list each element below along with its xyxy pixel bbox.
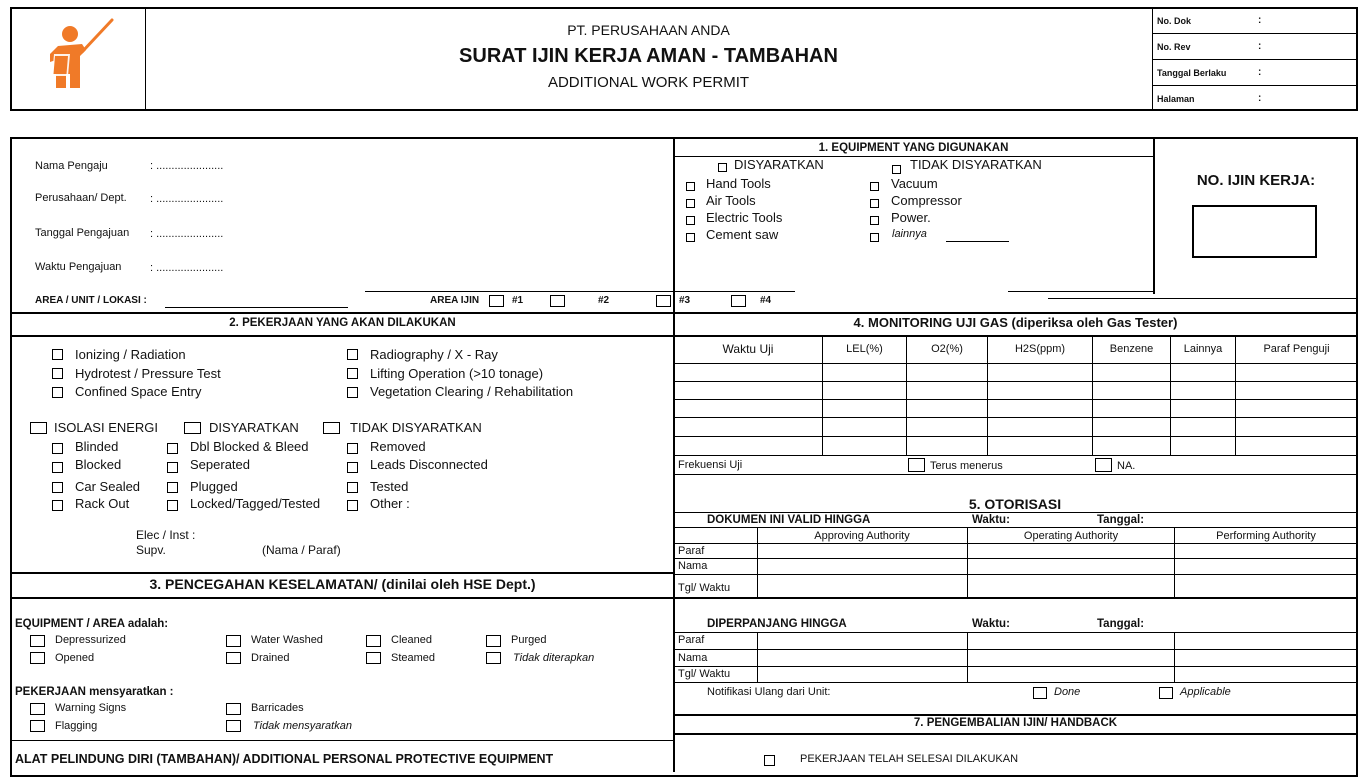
gas-row-rule-5 <box>674 436 1357 437</box>
applicable-checkbox[interactable] <box>1159 687 1173 699</box>
waktu-pengajuan-field[interactable]: : ...................... <box>150 262 224 274</box>
equip-disyaratkan-label: DISYARATKAN <box>734 157 824 172</box>
pekerjaan-selesai-label: PEKERJAAN TELAH SELESAI DILAKUKAN <box>800 753 1019 765</box>
tested-checkbox[interactable] <box>347 482 358 493</box>
form-subtitle: ADDITIONAL WORK PERMIT <box>547 74 750 91</box>
depressurized-checkbox[interactable] <box>30 635 45 647</box>
ppe-top-rule <box>11 740 674 741</box>
opened-checkbox[interactable] <box>30 652 45 664</box>
area-1-label: #1 <box>512 295 524 306</box>
area-right-line <box>1008 291 1153 292</box>
flagging-label: Flagging <box>55 720 98 732</box>
tanggal-pengajuan-label: Tanggal Pengajuan <box>35 227 130 239</box>
rack-out-checkbox[interactable] <box>52 500 63 511</box>
auth-tgl-label: Tgl/ Waktu <box>678 582 731 594</box>
equipment-heading: 1. EQUIPMENT YANG DIGUNAKAN <box>818 142 1009 154</box>
nama-pengaju-label: Nama Pengaju <box>35 160 108 172</box>
auth-header-rule <box>674 527 1357 528</box>
area-4-checkbox[interactable] <box>731 295 746 307</box>
area-2-checkbox[interactable] <box>550 295 565 307</box>
logo <box>40 14 120 94</box>
iso-disyaratkan-checkbox[interactable] <box>184 422 201 434</box>
lifting-label: Lifting Operation (>10 tonage) <box>370 366 544 381</box>
seperated-label: Seperated <box>190 457 250 472</box>
iso-tidak-disyaratkan-checkbox[interactable] <box>323 422 340 434</box>
lainnya-label: lainnya <box>892 228 927 240</box>
isolasi-energi-checkbox[interactable] <box>30 422 47 434</box>
gas-col-h2s: H2S(ppm) <box>1014 343 1066 355</box>
work-heading: 2. PEKERJAAN YANG AKAN DILAKUKAN <box>229 317 456 329</box>
compressor-checkbox[interactable] <box>870 199 879 208</box>
plugged-label: Plugged <box>190 479 238 494</box>
barricades-checkbox[interactable] <box>226 703 241 715</box>
cleaned-checkbox[interactable] <box>366 635 381 647</box>
gas-heading: 4. MONITORING UJI GAS (diperiksa oleh Gas Tester) <box>853 315 1178 330</box>
handback-heading: 7. PENGEMBALIAN IJIN/ HANDBACK <box>913 717 1118 729</box>
gas-col-lainnya: Lainnya <box>1183 343 1223 355</box>
isolasi-energi-label: ISOLASI ENERGI <box>54 420 159 435</box>
lifting-checkbox[interactable] <box>347 368 358 379</box>
gas-col-benzene: Benzene <box>1109 343 1154 355</box>
section3-top-rule <box>11 572 674 574</box>
permit-no-label: NO. IJIN KERJA: <box>1196 172 1316 189</box>
ext-waktu-label: Waktu: <box>972 618 1010 630</box>
area-upper-line <box>365 291 795 292</box>
cleaned-label: Cleaned <box>391 634 432 646</box>
doc-info-rule-3 <box>1153 85 1357 86</box>
applicable-label: Applicable <box>1180 686 1231 698</box>
leads-disconnected-checkbox[interactable] <box>347 462 358 473</box>
equip-disyaratkan-checkbox[interactable] <box>718 163 727 172</box>
section3-heading-rule <box>11 597 674 599</box>
ext-row-rule-1 <box>674 632 1357 633</box>
electric-tools-checkbox[interactable] <box>686 216 695 225</box>
nama-pengaju-field[interactable]: : ...................... <box>150 160 224 172</box>
gas-row-rule-1 <box>674 363 1357 364</box>
area-lokasi-line[interactable] <box>165 307 348 308</box>
iso-disyaratkan-label: DISYARATKAN <box>209 420 299 435</box>
ext-col-rule-1 <box>757 632 758 682</box>
area-2-label: #2 <box>598 295 610 306</box>
section2-top-rule <box>11 312 674 314</box>
gas-row-rule-3 <box>674 399 1357 400</box>
leads-disconnected-label: Leads Disconnected <box>370 457 488 472</box>
perusahaan-field[interactable]: : ...................... <box>150 193 224 205</box>
area-3-label: #3 <box>679 295 691 306</box>
ext-col-rule-2 <box>967 632 968 682</box>
ext-tgl-label: Tgl/ Waktu <box>678 668 731 680</box>
tanggal-berlaku-label: Tanggal Berlaku <box>1157 68 1227 78</box>
done-checkbox[interactable] <box>1033 687 1047 699</box>
steamed-label: Steamed <box>391 652 436 664</box>
gas-row-rule-4 <box>674 417 1357 418</box>
electric-tools-label: Electric Tools <box>706 210 783 225</box>
dbl-blocked-label: Dbl Blocked & Bleed <box>190 439 309 454</box>
warning-signs-label: Warning Signs <box>55 702 127 714</box>
waktu-pengajuan-label: Waktu Pengajuan <box>35 261 122 273</box>
flagging-checkbox[interactable] <box>30 720 45 732</box>
hydrotest-label: Hydrotest / Pressure Test <box>75 366 221 381</box>
radiography-checkbox[interactable] <box>347 349 358 360</box>
gas-row-rule-2 <box>674 381 1357 382</box>
tidak-mensyaratkan-label: Tidak mensyaratkan <box>253 720 352 732</box>
gas-row-rule-6 <box>674 455 1357 456</box>
terus-menerus-checkbox[interactable] <box>908 458 925 472</box>
na-checkbox[interactable] <box>1095 458 1112 472</box>
doc-info-rule-2 <box>1153 59 1357 60</box>
ext-col-rule-3 <box>1174 632 1175 682</box>
diperpanjang-label: DIPERPANJANG HINGGA <box>707 618 847 630</box>
vegetation-label: Vegetation Clearing / Rehabilitation <box>370 384 574 399</box>
company-name: PT. PERUSAHAAN ANDA <box>567 22 730 38</box>
elec-inst-label: Elec / Inst : <box>136 528 196 542</box>
cement-saw-checkbox[interactable] <box>686 233 695 242</box>
permit-no-box[interactable] <box>1192 205 1317 258</box>
seperated-checkbox[interactable] <box>167 462 178 473</box>
area-ijin-label: AREA IJIN <box>430 295 480 306</box>
other-label: Other : <box>370 496 410 511</box>
purged-label: Purged <box>511 634 547 646</box>
other-checkbox[interactable] <box>347 500 358 511</box>
auth-row-rule-3 <box>674 574 1357 575</box>
equip-tidak-disyaratkan-label: TIDAK DISYARATKAN <box>910 157 1042 172</box>
rev-sep: : <box>1258 41 1262 52</box>
blinded-label: Blinded <box>75 439 119 454</box>
ext-paraf-label: Paraf <box>678 634 705 646</box>
tidak-diterapkan-checkbox[interactable] <box>486 652 501 664</box>
removed-label: Removed <box>370 439 426 454</box>
equip-area-label: EQUIPMENT / AREA adalah: <box>15 618 169 630</box>
pekerjaan-selesai-checkbox[interactable] <box>764 755 775 766</box>
plugged-checkbox[interactable] <box>167 482 178 493</box>
handback-top-rule <box>674 714 1357 716</box>
otorisasi-heading: 5. OTORISASI <box>968 496 1062 512</box>
tanggal-pengajuan-field[interactable]: : ...................... <box>150 228 224 240</box>
locked-tagged-label: Locked/Tagged/Tested <box>190 496 321 511</box>
air-tools-checkbox[interactable] <box>686 199 695 208</box>
removed-checkbox[interactable] <box>347 443 358 454</box>
form-title: SURAT IJIN KERJA AMAN - TAMBAHAN <box>459 45 838 67</box>
cement-saw-label: Cement saw <box>706 227 779 242</box>
tanggal-berlaku-sep: : <box>1258 67 1262 78</box>
doc-info-rule-1 <box>1153 33 1357 34</box>
blocked-checkbox[interactable] <box>52 462 63 473</box>
notifikasi-label: Notifikasi Ulang dari Unit: <box>707 686 831 698</box>
valid-waktu-label: Waktu: <box>972 514 1010 526</box>
auth-row-rule-2 <box>674 558 1357 559</box>
performing-authority-label: Performing Authority <box>1216 530 1316 542</box>
ext-row-rule-4 <box>674 682 1357 683</box>
power-checkbox[interactable] <box>870 216 879 225</box>
tested-label: Tested <box>370 479 409 494</box>
safety-heading: 3. PENCEGAHAN KESELAMATAN/ (dinilai oleh HSE Dept.) <box>149 576 536 592</box>
gas-col-lel: LEL(%) <box>846 343 883 355</box>
done-label: Done <box>1054 686 1081 698</box>
ext-row-rule-3 <box>674 666 1357 667</box>
valid-tanggal-label: Tanggal: <box>1097 514 1145 526</box>
drained-label: Drained <box>251 652 290 664</box>
otorisasi-rule <box>674 512 1357 513</box>
auth-paraf-label: Paraf <box>678 545 705 557</box>
purged-checkbox[interactable] <box>486 635 501 647</box>
halaman-label: Halaman <box>1157 94 1195 104</box>
tidak-diterapkan-label: Tidak diterapkan <box>513 652 595 664</box>
area-lokasi-label: AREA / UNIT / LOKASI : <box>35 295 147 306</box>
section4-heading-rule <box>674 335 1357 337</box>
hand-tools-label: Hand Tools <box>706 176 771 191</box>
vacuum-label: Vacuum <box>891 176 938 191</box>
na-label: NA. <box>1117 460 1136 472</box>
vacuum-checkbox[interactable] <box>870 182 879 191</box>
ionizing-label: Ionizing / Radiation <box>75 347 186 362</box>
nama-paraf-label: (Nama / Paraf) <box>262 543 341 557</box>
confined-space-label: Confined Space Entry <box>75 384 202 399</box>
handback-heading-rule <box>674 733 1357 735</box>
area-1-checkbox[interactable] <box>489 295 504 307</box>
area-right-line-2 <box>1048 298 1356 299</box>
tidak-mensyaratkan-checkbox[interactable] <box>226 720 241 732</box>
water-washed-checkbox[interactable] <box>226 635 241 647</box>
depressurized-label: Depressurized <box>55 634 126 646</box>
presenter-icon <box>40 14 120 94</box>
dbl-blocked-checkbox[interactable] <box>167 443 178 454</box>
hand-tools-checkbox[interactable] <box>686 182 695 191</box>
perusahaan-label: Perusahaan/ Dept. <box>35 192 127 204</box>
terus-menerus-label: Terus menerus <box>930 460 1003 472</box>
car-sealed-label: Car Sealed <box>75 479 141 494</box>
gas-col-o2: O2(%) <box>931 343 963 355</box>
valid-hingga-label: DOKUMEN INI VALID HINGGA <box>707 514 871 526</box>
steamed-checkbox[interactable] <box>366 652 381 664</box>
auth-col-rule-3 <box>1174 527 1175 597</box>
auth-nama-label: Nama <box>678 560 708 572</box>
ppe-heading: ALAT PELINDUNG DIRI (TAMBAHAN)/ ADDITIONAL PERSONAL PROTECTIVE EQUIPMENT <box>15 752 554 766</box>
operating-authority-label: Operating Authority <box>1023 530 1119 542</box>
hydrotest-checkbox[interactable] <box>52 368 63 379</box>
doc-no-label: No. Dok <box>1157 16 1192 26</box>
doc-no-sep: : <box>1258 15 1262 26</box>
power-label: Power. <box>891 210 931 225</box>
halaman-sep: : <box>1258 93 1262 104</box>
auth-col-rule-1 <box>757 527 758 597</box>
drained-checkbox[interactable] <box>226 652 241 664</box>
ext-tanggal-label: Tanggal: <box>1097 618 1145 630</box>
radiography-label: Radiography / X - Ray <box>370 347 498 362</box>
barricades-label: Barricades <box>251 702 304 714</box>
auth-col-rule-2 <box>967 527 968 597</box>
gas-col-waktu: Waktu Uji <box>722 342 774 356</box>
equip-tidak-disyaratkan-checkbox[interactable] <box>892 165 901 174</box>
pekerjaan-mensyaratkan-label: PEKERJAAN mensyaratkan : <box>15 686 174 698</box>
area-3-checkbox[interactable] <box>656 295 671 307</box>
air-tools-label: Air Tools <box>706 193 756 208</box>
auth-bottom-rule <box>674 597 1357 599</box>
opened-label: Opened <box>55 652 95 664</box>
section4-top-rule <box>674 312 1357 314</box>
water-washed-label: Water Washed <box>251 634 323 646</box>
warning-signs-checkbox[interactable] <box>30 703 45 715</box>
lainnya-checkbox[interactable] <box>870 233 879 242</box>
frekuensi-uji-label: Frekuensi Uji <box>678 459 743 471</box>
rack-out-label: Rack Out <box>75 496 130 511</box>
car-sealed-checkbox[interactable] <box>52 482 63 493</box>
iso-tidak-disyaratkan-label: TIDAK DISYARATKAN <box>350 420 482 435</box>
frekuensi-rule <box>674 474 1357 475</box>
confined-space-checkbox[interactable] <box>52 387 63 398</box>
blocked-label: Blocked <box>75 457 122 472</box>
rev-label: No. Rev <box>1157 42 1191 52</box>
locked-tagged-checkbox[interactable] <box>167 500 178 511</box>
gas-col-paraf: Paraf Penguji <box>1263 343 1330 355</box>
supv-label: Supv. <box>136 543 166 557</box>
approving-authority-label: Approving Authority <box>814 530 910 542</box>
section2-heading-rule <box>11 335 674 337</box>
compressor-label: Compressor <box>891 193 962 208</box>
permit-no-divider <box>1153 138 1155 294</box>
auth-row-rule-1 <box>674 543 1357 544</box>
blinded-checkbox[interactable] <box>52 443 63 454</box>
lainnya-line[interactable] <box>946 241 1009 242</box>
ionizing-checkbox[interactable] <box>52 349 63 360</box>
ext-nama-label: Nama <box>678 652 708 664</box>
area-4-label: #4 <box>760 295 772 306</box>
ext-row-rule-2 <box>674 649 1357 650</box>
vegetation-checkbox[interactable] <box>347 387 358 398</box>
